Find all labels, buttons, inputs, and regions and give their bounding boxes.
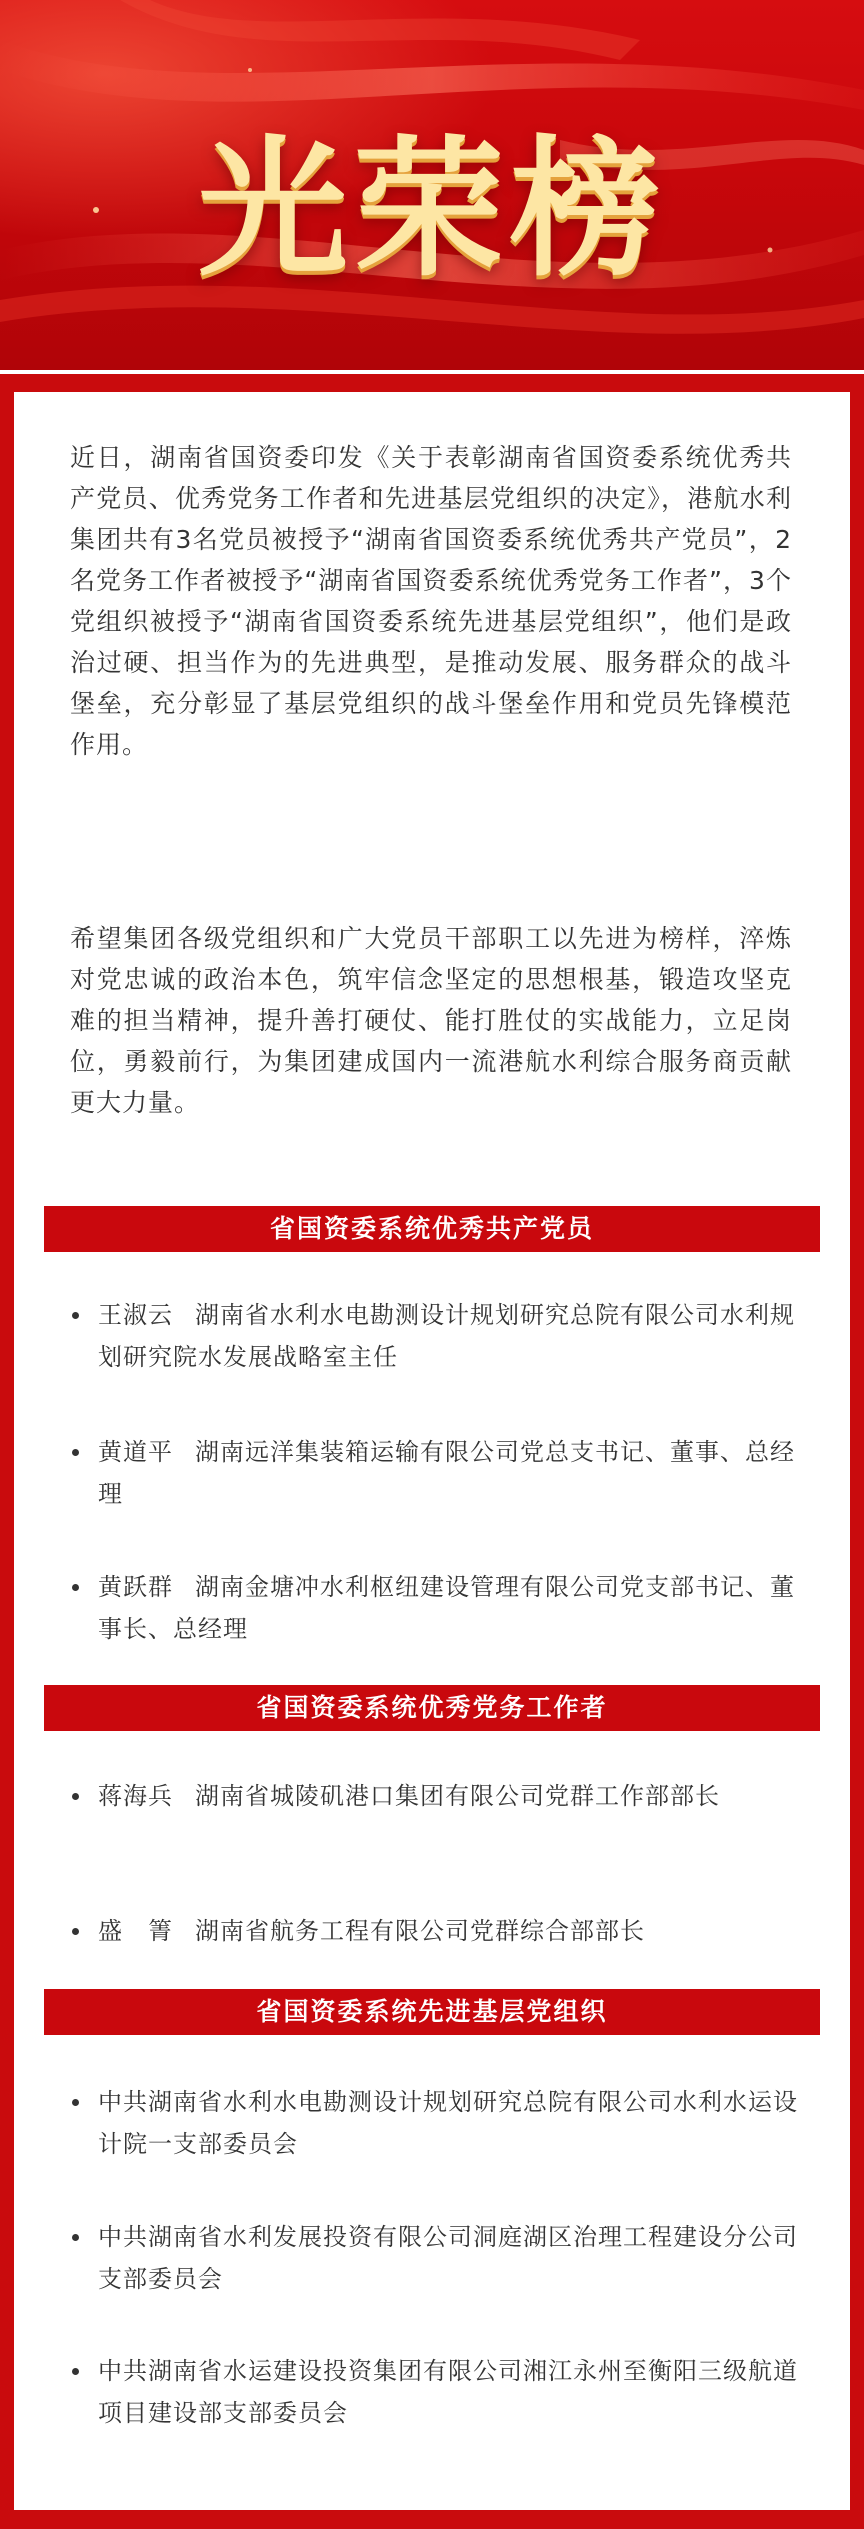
- intro-paragraph-2: 希望集团各级党组织和广大党员干部职工以先进为榜样，淬炼对党忠诚的政治本色，筑牢信念坚定的思想根基，锻造攻坚克难的担当精神，提升善打硬仗、能打胜仗的实战能力，立足岗位，勇毅前行，为集团建成国内一流港航水利综合服务商贡献更大力量。: [70, 924, 792, 1117]
- honoree-title: 湖南省城陵矶港口集团有限公司党群工作部部长: [195, 1782, 720, 1810]
- section-title-outstanding-members: 省国资委系统优秀共产党员: [44, 1206, 820, 1252]
- bullet-icon: [72, 1449, 79, 1456]
- bullet-icon: [72, 2234, 79, 2241]
- organization-name: 中共湖南省水利水电勘测设计规划研究总院有限公司水利水运设计院一支部委员会: [98, 2088, 798, 2158]
- honoree-name: 黄跃群: [98, 1573, 173, 1601]
- honoree-title: 湖南金塘冲水利枢纽建设管理有限公司党支部书记、董事长、总经理: [98, 1573, 795, 1643]
- section-title-advanced-party-organizations: 省国资委系统先进基层党组织: [44, 1989, 820, 2035]
- bullet-icon: [72, 2099, 79, 2106]
- list-item: [70, 1910, 815, 1952]
- honoree-title: 湖南远洋集装箱运输有限公司党总支书记、董事、总经理: [98, 1438, 795, 1508]
- list-item: [70, 1431, 815, 1515]
- bullet-icon: [72, 1584, 79, 1591]
- organization-name: 中共湖南省水利发展投资有限公司洞庭湖区治理工程建设分公司支部委员会: [98, 2223, 798, 2293]
- bullet-icon: [72, 1793, 79, 1800]
- list-item: [70, 2216, 815, 2300]
- header-banner: [0, 0, 864, 370]
- organization-name: 中共湖南省水运建设投资集团有限公司湘江永州至衡阳三级航道项目建设部支部委员会: [98, 2357, 798, 2427]
- bullet-icon: [72, 1928, 79, 1935]
- honoree-name: 蒋海兵: [98, 1782, 173, 1810]
- list-item: [70, 1566, 815, 1650]
- intro-paragraph-1: 近日，湖南省国资委印发《关于表彰湖南省国资委系统优秀共产党员、优秀党务工作者和先进基层党组织的决定》，港航水利集团共有3名党员被授予“湖南省国资委系统优秀共产党员”，2名党务工作者被授予“湖南省国资委系统优秀党务工作者”，3个党组织被授予“湖南省国资委系统先进基层党组织”，他们是政治过硬、担当作为的先进典型，是推动发展、服务群众的战斗堡垒，充分彰显了基层党组织的战斗堡垒作用和党员先锋模范作用。: [70, 443, 792, 759]
- list-item: [70, 2350, 815, 2434]
- list-item: [70, 1775, 815, 1817]
- honoree-name: 王淑云: [98, 1301, 173, 1329]
- honoree-title: 湖南省水利水电勘测设计规划研究总院有限公司水利规划研究院水发展战略室主任: [98, 1301, 795, 1371]
- honoree-name: 黄道平: [98, 1438, 173, 1466]
- list-item: [70, 2081, 815, 2165]
- honoree-name: 盛 箐: [98, 1917, 173, 1945]
- list-item: [70, 1294, 815, 1378]
- section-title-outstanding-party-workers: 省国资委系统优秀党务工作者: [44, 1685, 820, 1731]
- bullet-icon: [72, 2368, 79, 2375]
- bullet-icon: [72, 1312, 79, 1319]
- banner-title: 光荣榜: [197, 123, 666, 297]
- honoree-title: 湖南省航务工程有限公司党群综合部部长: [195, 1917, 645, 1945]
